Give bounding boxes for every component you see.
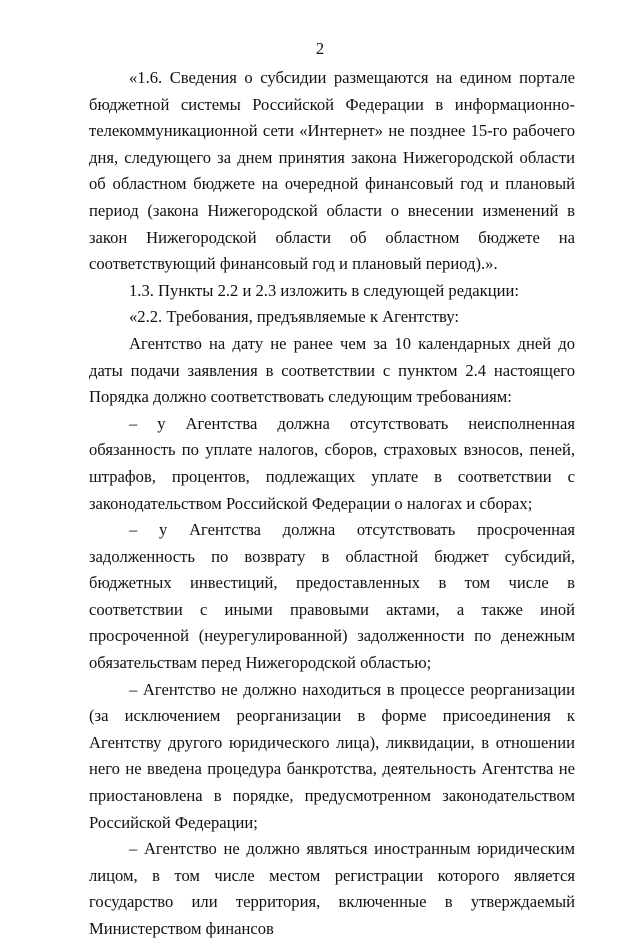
paragraph-1-3-amendment: 1.3. Пункты 2.2 и 2.3 изложить в следующей редакции:: [129, 280, 519, 300]
paragraph-requirement-reorganization: – Агентство не должно находиться в процессе реорганизации (за исключением реорганизации в форме присоединения к Агентству другого юридического лица), ликвидации, в отношении него не введена процедура банкротства, деятельность Агентства не приостановлена в порядке, предусмотренном законодательством Российской Федерации;: [89, 679, 575, 832]
paragraph-1-6-subsidy-info: «1.6. Сведения о субсидии размещаются на едином портале бюджетной системы Российской Федерации в информационно-телекоммуникационной сети «Интернет» не позднее 15-го рабочего дня, следующего за днем принятия закона Нижегородской области об областном бюджете на очередной финансовый год и плановый период (закона Нижегородской области о внесении изменений в закон Нижегородской области об областном бюджете на соответствующий финансовый год и плановый период).».: [89, 68, 575, 274]
paragraph-requirement-taxes: – у Агентства должна отсутствовать неисполненная обязанность по уплате налогов, сборов, страховых взносов, пеней, штрафов, процентов, подлежащих уплате в соответствии с законодательством Российской Федерации о налогах и сборах;: [89, 413, 575, 513]
paragraph-agency-requirements-intro: Агентство на дату не ранее чем за 10 календарных дней до даты подачи заявления в соответствии с пунктом 2.4 настоящего Порядка должно соответствовать следующим требованиям:: [89, 333, 575, 407]
page-number: 2: [315, 39, 325, 58]
paragraph-requirement-debt: – у Агентства должна отсутствовать просроченная задолженность по возврату в областной бюджет субсидий, бюджетных инвестиций, предоставленных в том числе в соответствии с иными правовыми актами, а также иной просроченной (неурегулированной) задолженности по денежным обязательствам перед Нижегородской областью;: [89, 520, 575, 673]
paragraph-2-2-heading: «2.2. Требования, предъявляемые к Агентству:: [129, 307, 460, 327]
document-body: [89, 65, 575, 943]
paragraph-requirement-foreign-entity: – Агентство не должно являться иностранным юридическим лицом, в том числе местом регистрации которого является государство или территория, включенные в утверждаемый Министерством финансов: [89, 839, 575, 938]
